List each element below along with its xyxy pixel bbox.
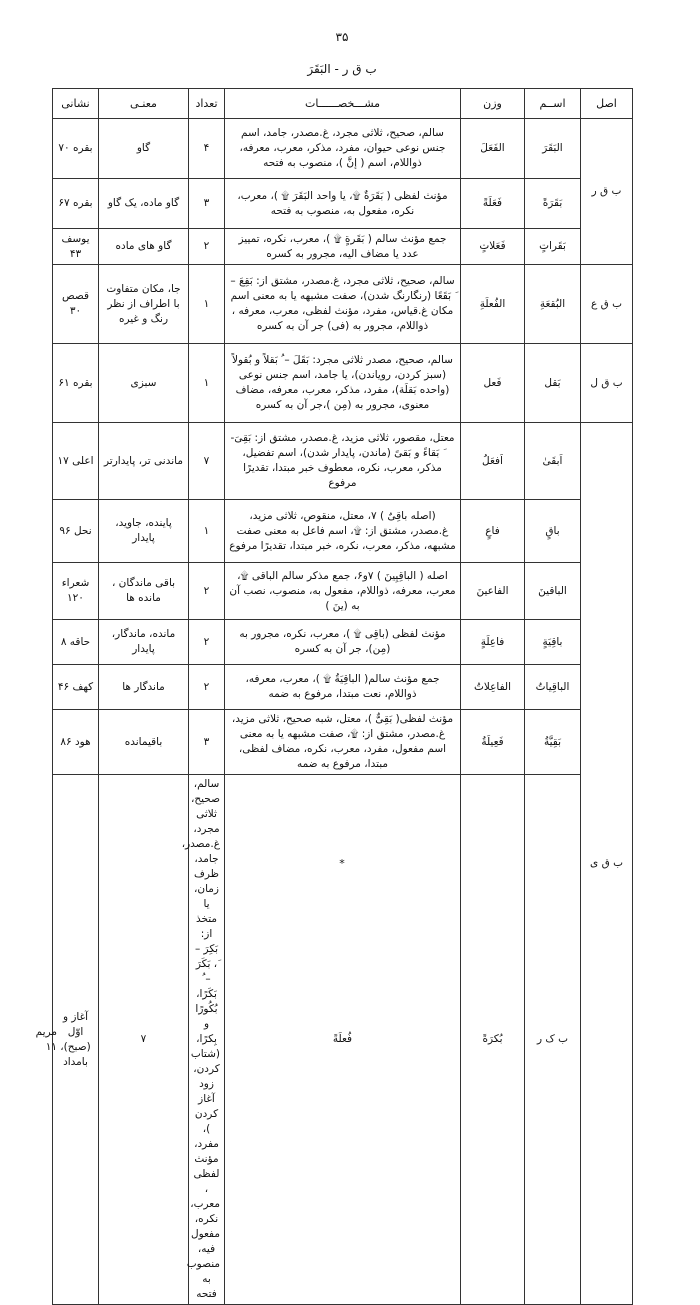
- reference-cell: بقره ۶۷: [53, 179, 99, 229]
- features-cell: جمع مؤنث سالم ( بَقَرةٍ ۩ )، معرب، نکره، تمییز عدد یا مضاف الیه، مجرور به کسره: [225, 229, 461, 265]
- count-cell: ۱: [189, 500, 225, 563]
- header-pattern: وزن: [461, 89, 525, 119]
- table-row: [53, 344, 633, 423]
- meaning-cell: باقی ماندگان ، مانده ها: [99, 563, 189, 620]
- table-row: [53, 710, 633, 775]
- pattern-cell: فَعل: [461, 344, 525, 423]
- word-analysis-table: [35, 88, 633, 1305]
- root-cell: ب ق ی: [581, 423, 633, 1305]
- reference-cell: نحل ۹۶: [53, 500, 99, 563]
- count-cell: ۱: [189, 344, 225, 423]
- table-row: [53, 423, 633, 500]
- table-row: ب ک ر بُکرَةً فُعلَةً سالم، صحیح، ثلاثی مجرد، غ.مصدر، جامد، ظرف زمان، یا متخذ از: بَکِرَ – َ، بَکَرَ – ُ بَکَرًا، بُکُورًا و بِکرًا، (شتاب کردن، زود آغاز کردن )، مفرد، مؤنث لفظی ، معرب، نکره، مفعول فیه، منصوب به فتحه ۷ آغاز و اوّل (صبح)، بامداد مریم ۱۱: [53, 775, 633, 1305]
- meaning-cell: آغاز و اوّل (صبح)، بامداد: [53, 775, 99, 1305]
- table-row: [53, 119, 633, 179]
- reference-cell: اعلی ۱۷: [53, 423, 99, 500]
- pattern-cell: فَعَلَةً: [461, 179, 525, 229]
- noun-cell: الباقینَ: [525, 563, 581, 620]
- meaning-cell: ماندنی تر، پایدارتر: [99, 423, 189, 500]
- count-cell: ۷: [189, 423, 225, 500]
- header-noun: اســم: [525, 89, 581, 119]
- page-title: ب ق ر - البَقَرَ: [307, 62, 377, 76]
- reference-cell: حاقه ۸: [53, 620, 99, 665]
- reference-cell: بقره ۶۱: [53, 344, 99, 423]
- features-cell: جمع مؤنث سالم( الباقِیَةُ ۩ )، معرب، معرفه، ذواللام، نعت مبتدا، مرفوع به ضمه: [225, 665, 461, 710]
- noun-cell: باقِیَةٍ: [525, 620, 581, 665]
- page-number: ۳۵: [335, 30, 349, 44]
- noun-cell: بَقل: [525, 344, 581, 423]
- count-cell: ۴: [189, 119, 225, 179]
- features-cell: معتل، مقصور، ثلاثی مزید، غ.مصدر، مشتق از: بَقِیَ- َ بَقاءً و بَقیً (ماندن، پایدار شدن)، اسم تفضیل، مذکر، معرب، نکره، معطوف خبر مبتدا، تقدیرًا مرفوع: [225, 423, 461, 500]
- features-cell: مؤنث لفظی ( بَقَرَةٌ ۩، یا واحد البَقَرَ ۩ )، معرب، نکره، مفعول به، منصوب به فتحه: [225, 179, 461, 229]
- table-row: [53, 229, 633, 265]
- table-row: [53, 563, 633, 620]
- meaning-cell: جا، مکان متفاوت با اطراف از نظر رنگ و غیره: [99, 265, 189, 344]
- features-cell: سالم، صحیح، مصدر ثلاثی مجرد: بَقَلَ – ُ بَقلاً و بُقولاً (سبز کردن، رویاندن)، یا جامد، اسم جنس نوعی (واحده بَقلَة)، مفرد، مذکر، معرب، معرفه، مضاف معنوی، مجرور به (مِن )،جر آن به کسره: [225, 344, 461, 423]
- noun-cell: بَقِیَّةُ: [525, 710, 581, 775]
- meaning-cell: گاو: [99, 119, 189, 179]
- table-row: [53, 500, 633, 563]
- pattern-cell: الفُعلَةِ: [461, 265, 525, 344]
- noun-cell: بُکرَةً: [461, 775, 525, 1305]
- reference-cell: یوسف ۴۳: [53, 229, 99, 265]
- features-cell: مؤنث لفظی (باقِی ۩ )، معرب، نکره، مجرور به (مِن)، جر آن به کسره: [225, 620, 461, 665]
- reference-cell: شعراء ۱۲۰: [53, 563, 99, 620]
- pattern-cell: فُعلَةً: [225, 775, 461, 1305]
- meaning-cell: سبزی: [99, 344, 189, 423]
- reference-cell: کهف ۴۶: [53, 665, 99, 710]
- count-cell: ۲: [189, 620, 225, 665]
- features-cell: (اصله باقِیٌ ) ۷، معتل، منقوص، ثلاثی مزید، غ.مصدر، مشتق از: ۩، اسم فاعل به معنی صفت مشبهه، مذکر، معرب، نکره، خبر مبتدا، تقدیرًا مرفوع: [225, 500, 461, 563]
- table-row: [53, 179, 633, 229]
- header-meaning: معنـی: [99, 89, 189, 119]
- meaning-cell: ماندگار ها: [99, 665, 189, 710]
- count-cell: ۲: [189, 229, 225, 265]
- count-cell: ۳: [189, 179, 225, 229]
- header-row: [53, 89, 633, 119]
- table-row: [53, 265, 633, 344]
- header-count: تعداد: [189, 89, 225, 119]
- count-cell: ۱: [189, 265, 225, 344]
- pattern-cell: الفَعَلَ: [461, 119, 525, 179]
- pattern-cell: اَفعَلُ: [461, 423, 525, 500]
- features-cell: سالم، صحیح، ثلاثی مجرد، غ.مصدر، جامد، اسم جنس نوعی حیوان، مفرد، مذکر، معرب، معرفه، ذواللام، اسم ( إنَّ )، منصوب به فتحه: [225, 119, 461, 179]
- meaning-cell: مانده، ماندگار، پایدار: [99, 620, 189, 665]
- meaning-cell: باقیمانده: [99, 710, 189, 775]
- pattern-cell: فَعِیلَةُ: [461, 710, 525, 775]
- features-cell: مؤنث لفظی( بَقِیٌّ )، معتل، شبه صحیح، ثلاثی مزید، غ.مصدر، مشتق از: ۩، صفت مشبهه یا به معنی اسم مفعول، مفرد، معرب، نکره، مضاف لفظی، مبتدا، مرفوع به ضمه: [225, 710, 461, 775]
- features-cell: سالم، صحیح، ثلاثی مجرد، غ.مصدر، جامد، ظرف زمان، یا متخذ از: بَکِرَ – َ، بَکَرَ – ُ بَکَرًا، بُکُورًا و بِکرًا، (شتاب کردن، زود آغاز کردن )، مفرد، مؤنث لفظی ، معرب، نکره، مفعول فیه، منصوب به فتحه: [189, 775, 225, 1305]
- noun-cell: الباقِیاتُ: [525, 665, 581, 710]
- pattern-cell: الفاعینَ: [461, 563, 525, 620]
- features-cell: اصله ( الباقِیِینَ ) ۷و۶، جمع مذکر سالم الباقی ۩، معرب، معرفه، ذواللام، مفعول به، منصوب، نصب آن به (ینَ ): [225, 563, 461, 620]
- noun-cell: باقٍ: [525, 500, 581, 563]
- root-cell: ب ق ل: [581, 344, 633, 423]
- pattern-cell: فاعٍ: [461, 500, 525, 563]
- root-cell: ب ک ر: [525, 775, 581, 1305]
- root-cell: ب ق ر: [581, 119, 633, 265]
- count-cell: ۳: [189, 710, 225, 775]
- table-row: [53, 620, 633, 665]
- header-reference: نشانی: [53, 89, 99, 119]
- reference-cell: بقره ۷۰: [53, 119, 99, 179]
- reference-cell: هود ۸۶: [53, 710, 99, 775]
- root-cell: ب ق ع: [581, 265, 633, 344]
- count-cell: ۲: [189, 665, 225, 710]
- pattern-cell: فَعَلاتٍ: [461, 229, 525, 265]
- header-root: اصل: [581, 89, 633, 119]
- meaning-cell: گاو ماده، یک گاو: [99, 179, 189, 229]
- noun-cell: بَقَرَةً: [525, 179, 581, 229]
- noun-cell: اَبقَیٰ: [525, 423, 581, 500]
- meaning-cell: پاینده، جاوید، پایدار: [99, 500, 189, 563]
- pattern-cell: الفاعِلاتُ: [461, 665, 525, 710]
- count-cell: ۲: [189, 563, 225, 620]
- features-cell: سالم، صحیح، ثلاثی مجرد، غ.مصدر، مشتق از: بَقِعَ – َ بَقَعًا (رنگارنگ شدن)، صفت مشبهه یا به معنی اسم مکان غ.قیاس، مفرد، مؤنث لفظی، معرب، معرفه ، ذواللام، مجرور به (فی) جر آن به کسره: [225, 265, 461, 344]
- count-cell: ۷: [99, 775, 189, 1305]
- header-features: مشـــخصــــــات: [225, 89, 461, 119]
- noun-cell: البَقَرَ: [525, 119, 581, 179]
- pattern-cell: فاعِلَةٍ: [461, 620, 525, 665]
- noun-cell: البُقعَةِ: [525, 265, 581, 344]
- reference-cell: قصص ۳۰: [53, 265, 99, 344]
- footer-mark: *: [339, 857, 345, 870]
- table-row: [53, 665, 633, 710]
- noun-cell: بَقَراتٍ: [525, 229, 581, 265]
- meaning-cell: گاو های ماده: [99, 229, 189, 265]
